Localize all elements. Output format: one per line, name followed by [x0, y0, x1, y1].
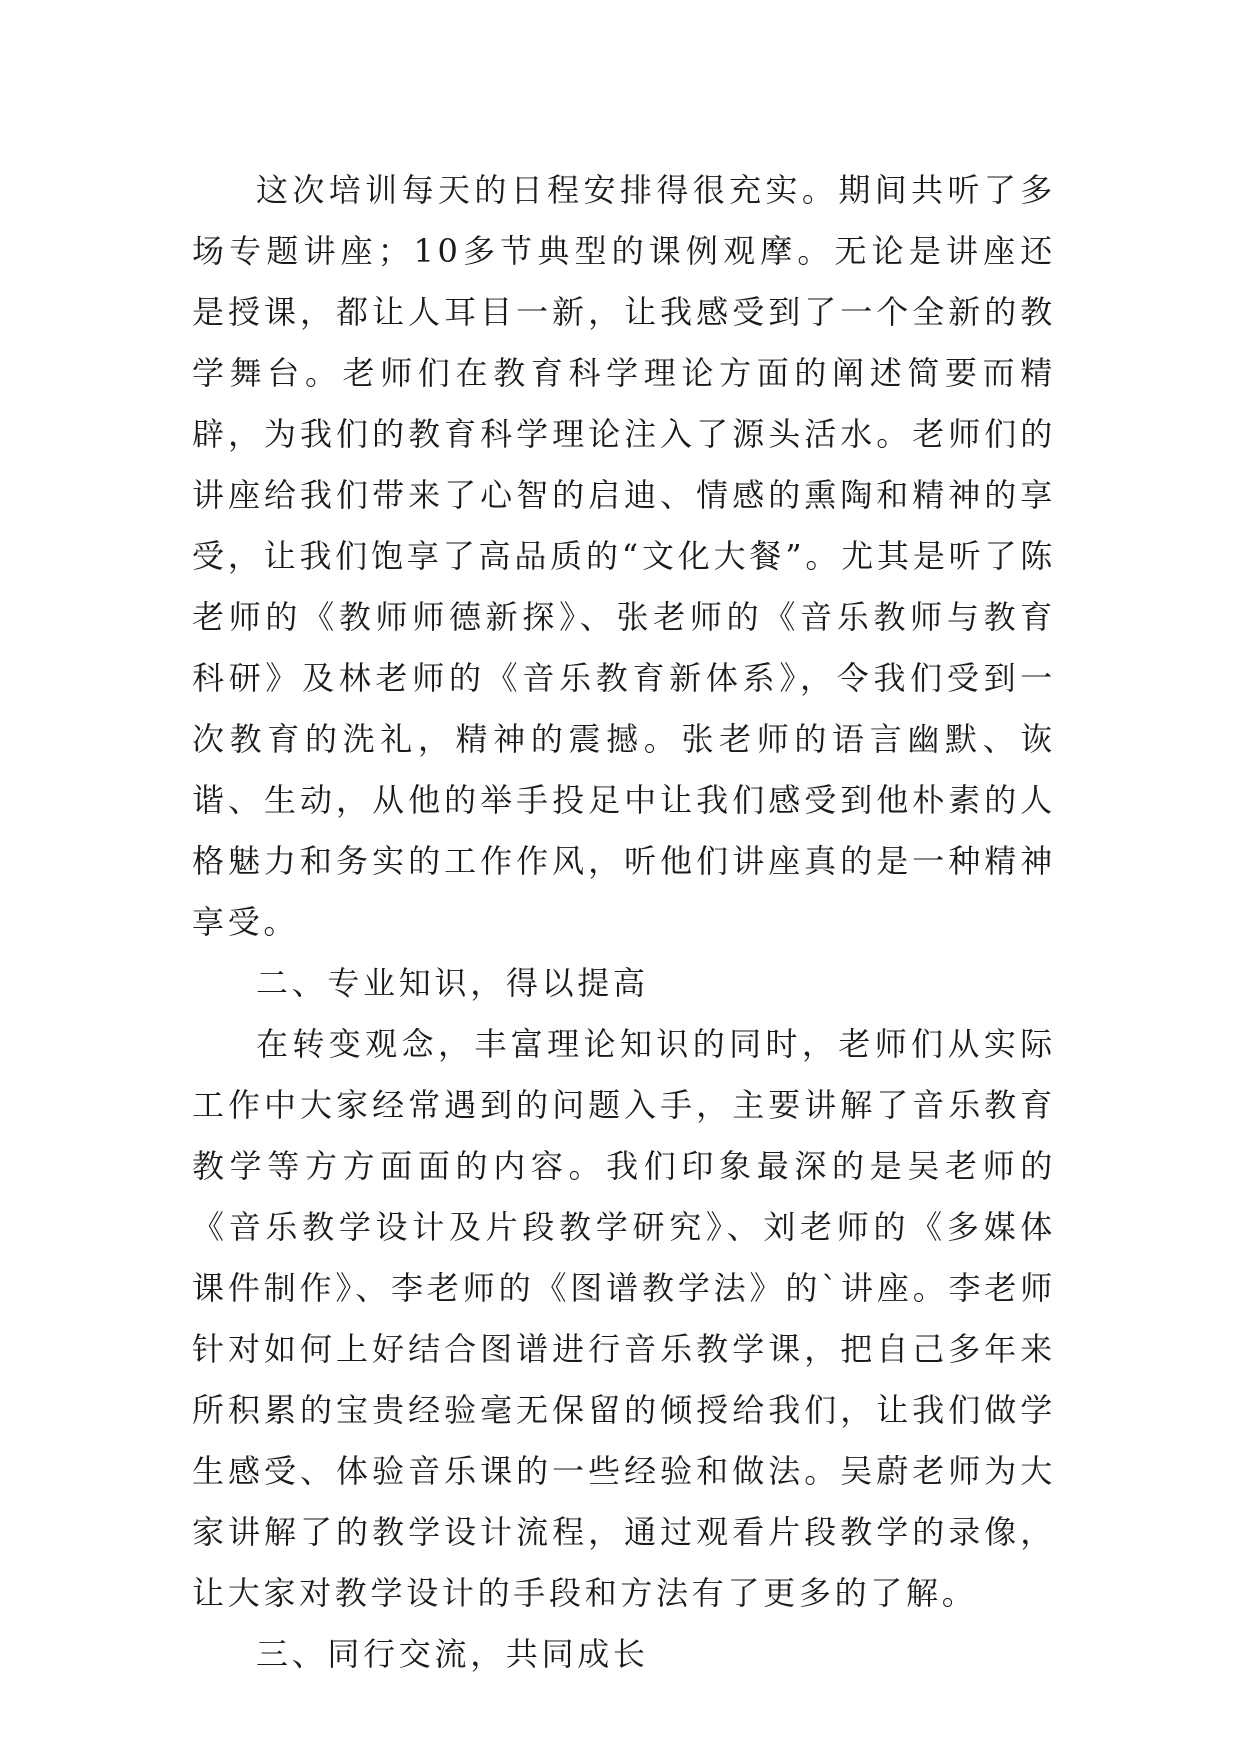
paragraph-training-schedule: 这次培训每天的日程安排得很充实。期间共听了多场专题讲座；10多节典型的课例观摩。无论是讲座还是授课，都让人耳目一新，让我感受到了一个全新的教学舞台。老师们在教育科学理论方面的阐述简要而精辟，为我们的教育科学理论注入了源头活水。老师们的讲座给我们带来了心智的启迪、情感的熏陶和精神的享受，让我们饱享了高品质的“文化大餐”。尤其是听了陈老师的《教师师德新探》、张老师的《音乐教师与教育科研》及林老师的《音乐教育新体系》，令我们受到一次教育的洗礼，精神的震撼。张老师的语言幽默、诙谐、生动，从他的举手投足中让我们感受到他朴素的人格魅力和务实的工作作风，听他们讲座真的是一种精神享受。	[192, 171, 1056, 941]
document-body	[192, 160, 1056, 1685]
section-heading-peer-exchange: 三、同行交流，共同成长	[256, 1635, 649, 1673]
paragraph-professional-knowledge: 在转变观念，丰富理论知识的同时，老师们从实际工作中大家经常遇到的问题入手，主要讲解了音乐教育教学等方方面面的内容。我们印象最深的是吴老师的《音乐教学设计及片段教学研究》、刘老师的《多媒体课件制作》、李老师的《图谱教学法》的`讲座。李老师针对如何上好结合图谱进行音乐教学课，把自己多年来所积累的宝贵经验毫无保留的倾授给我们，让我们做学生感受、体验音乐课的一些经验和做法。吴蔚老师为大家讲解了的教学设计流程，通过观看片段教学的录像，让大家对教学设计的手段和方法有了更多的了解。	[192, 1025, 1056, 1612]
section-heading-professional-knowledge: 二、专业知识，得以提高	[256, 964, 649, 1002]
